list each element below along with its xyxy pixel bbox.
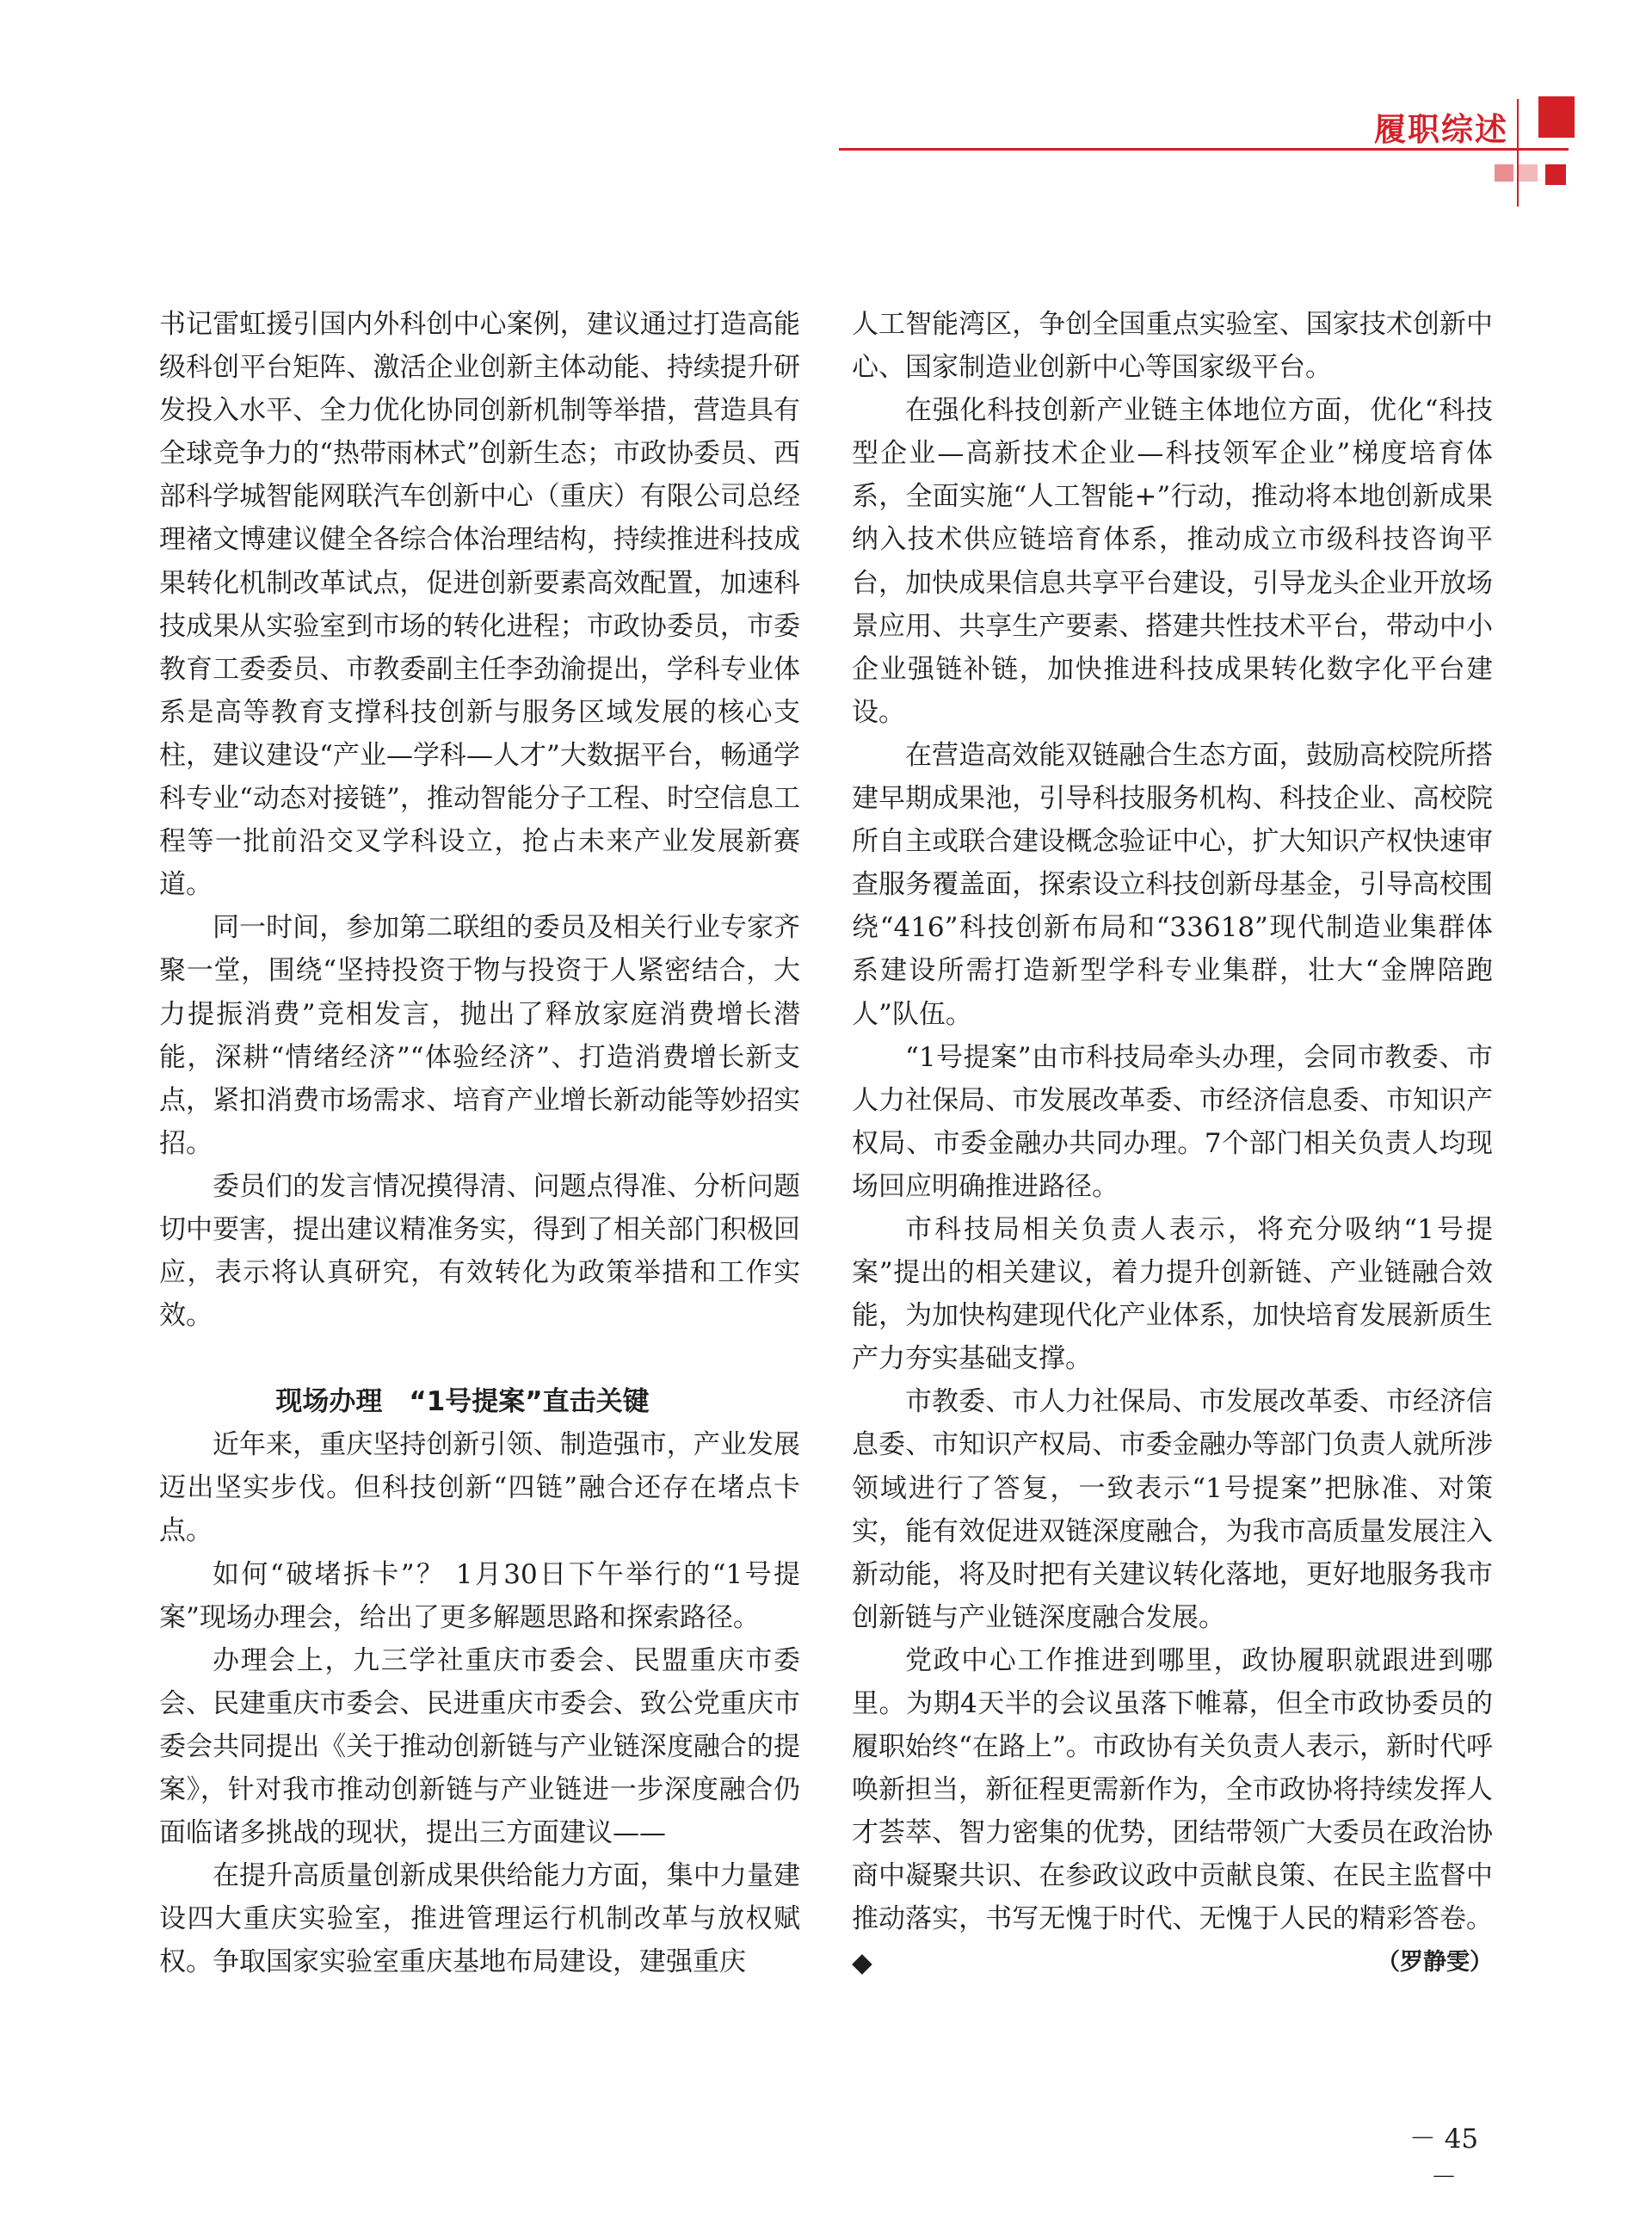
paragraph: 人工智能湾区，争创全国重点实验室、国家技术创新中心、国家制造业创新中心等国家级平台。 <box>852 309 1493 384</box>
paragraph: 在提升高质量创新成果供给能力方面，集中力量建设四大重庆实验室，推进管理运行机制改革与放权赋权。争取国家实验室重庆基地布局建设，建强重庆 <box>159 1860 800 1978</box>
section-label: 履职综述 <box>1374 111 1508 148</box>
paragraph: “1号提案”由市科技局牵头办理，会同市教委、市人力社保局、市发展改革委、市经济信息委、市知识产权局、市委金融办共同办理。7个部门相关负责人均现场回应明确推进路径。 <box>852 1041 1493 1202</box>
paragraph <box>852 1639 1493 1984</box>
page-number: － 45 － <box>1409 2124 1479 2193</box>
author-credit: （罗静雯） <box>1377 1948 1493 1976</box>
section-heading: 现场办理 “1号提案”直击关键 <box>275 1386 650 1418</box>
paragraph: 书记雷虹援引国内外科创中心案例，建议通过打造高能级科创平台矩阵、激活企业创新主体动能、持续提升研发投入水平、全力优化协同创新机制等举措，营造具有全球竞争力的“热带雨林式”创新生态；市政协委员、西部科学城智能网联汽车创新中心（重庆）有限公司总经理褚文博建议健全各综合体治理结构，持续推进科技成果转化机制改革试点，促进创新要素高效配置，加速科技成果从实验室到市场的转化进程；市政协委员，市委教育工委委员、市教委副主任李劲渝提出，学科专业体系是高等教育支撑科技创新与服务区域发展的核心支柱，建议建设“产业—学科—人才”大数据平台，畅通学科专业“动态对接链”，推动智能分子工程、时空信息工程等一批前沿交叉学科设立，抢占未来产业发展新赛道。 <box>159 309 800 901</box>
paragraph: 近年来，重庆坚持创新引领、制造强市，产业发展迈出坚实步伐。但科技创新“四链”融合还存在堵点卡点。 <box>159 1429 800 1547</box>
paragraph: 如何“破堵拆卡”？ 1月30日下午举行的“1号提案”现场办理会，给出了更多解题思路和探索路径。 <box>159 1558 800 1633</box>
paragraph: 在强化科技创新产业链主体地位方面，优化“科技型企业—高新技术企业—科技领军企业”梯度培育体系，全面实施“人工智能+”行动，推动将本地创新成果纳入技术供应链培育体系，推动成立市级科技咨询平台，加快成果信息共享平台建设，引导龙头企业开放场景应用、共享生产要素、搭建共性技术平台，带动中小企业强链补链，加快推进科技成果转化数字化平台建设。 <box>852 395 1493 728</box>
paragraph: 市教委、市人力社保局、市发展改革委、市经济信息委、市知识产权局、市委金融办等部门负责人就所涉领域进行了答复，一致表示“1号提案”把脉准、对策实，能有效促进双链深度融合，为我市高质量发展注入新动能，将及时把有关建议转化落地，更好地服务我市创新链与产业链深度融合发展。 <box>852 1386 1493 1633</box>
header-small-square-icon <box>1495 164 1513 182</box>
paragraph: 同一时间，参加第二联组的委员及相关行业专家齐聚一堂，围绕“坚持投资于物与投资于人紧密结合，大力提振消费”竞相发言，抛出了释放家庭消费增长潜能，深耕“情绪经济”“体验经济”、打造消费增长新支点，紧扣消费市场需求、培育产业增长新动能等妙招实招。 <box>159 912 800 1159</box>
header-small-square-icon <box>1545 164 1566 185</box>
paragraph-text: 党政中心工作推进到哪里，政协履职就跟进到哪里。为期4天半的会议虽落下帷幕，但全市政协委员的履职始终“在路上”。市政协有关负责人表示，新时代呼唤新担当，新征程更需新作为，全市政协将持续发挥人才荟萃、智力密集的优势，团结带领广大委员在政治协商中凝聚共识、在参政议政中贡献良策、在民主监督中推动落实，书写无愧于时代、无愧于人民的精彩答卷。◆ <box>852 1644 1493 1978</box>
header-vertical-rule <box>1517 99 1519 207</box>
paragraph: 在营造高效能双链融合生态方面，鼓励高校院所搭建早期成果池，引导科技服务机构、科技企业、高校院所自主或联合建设概念验证中心，扩大知识产权快速审查服务覆盖面，探索设立科技创新母基金，引导高校围绕“416”科技创新布局和“33618”现代制造业集群体系建设所需打造新型学科专业集群，壮大“金牌陪跑人”队伍。 <box>852 739 1493 1030</box>
paragraph: 市科技局相关负责人表示，将充分吸纳“1号提案”提出的相关建议，着力提升创新链、产业链融合效能，为加快构建现代化产业体系，加快培育发展新质生产力夯实基础支撑。 <box>852 1213 1493 1375</box>
header-small-square-icon <box>1519 164 1538 182</box>
header-square-icon <box>1538 96 1575 138</box>
right-column <box>852 303 1493 1984</box>
paragraph: 办理会上，九三学社重庆市委会、民盟重庆市委会、民建重庆市委会、民进重庆市委会、致公党重庆市委会共同提出《关于推动创新链与产业链深度融合的提案》，针对我市推动创新链与产业链进一步深度融合仍面临诸多挑战的现状，提出三方面建议—— <box>159 1644 800 1849</box>
left-column <box>159 303 800 1983</box>
paragraph: 委员们的发言情况摸得清、问题点得准、分析问题切中要害，提出建议精准务实，得到了相关部门积极回应，表示将认真研究，有效转化为政策举措和工作实效。 <box>159 1170 800 1332</box>
